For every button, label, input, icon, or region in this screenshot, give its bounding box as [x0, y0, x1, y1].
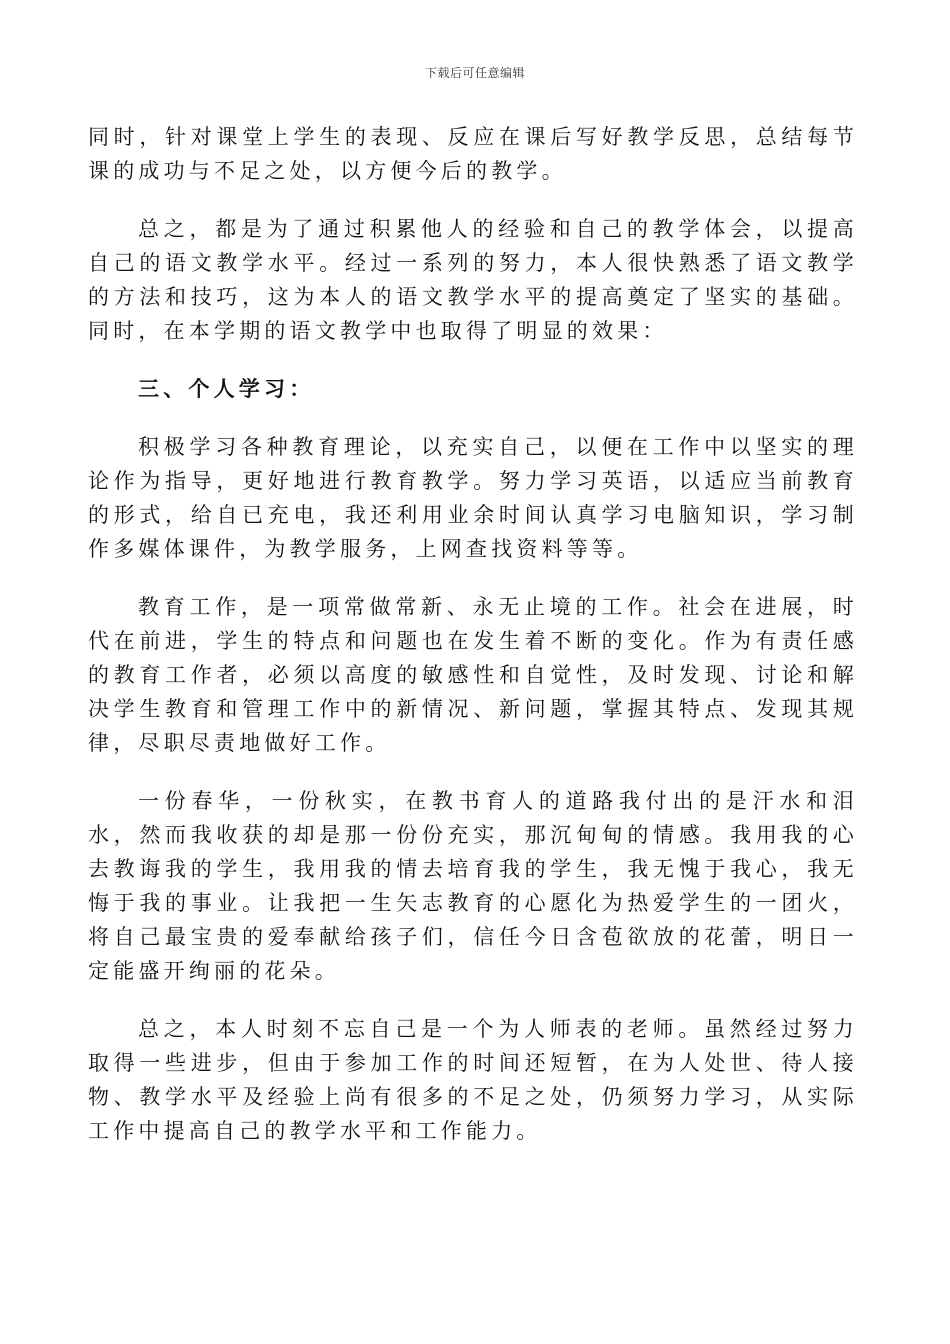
paragraph-study: 积极学习各种教育理论，以充实自己，以便在工作中以坚实的理论作为指导，更好地进行教育教学。努力学习英语，以适应当前教育的形式，给自已充电，我还利用业余时间认真学习电脑知识，学习制作多媒体课件，为教学服务，上网查找资料等等。 [88, 435, 858, 561]
section-heading-personal-study: 三、个人学习： [138, 376, 315, 401]
header-note: 下载后可任意编辑 [424, 66, 525, 80]
paragraph-summary-teaching: 总之，都是为了通过积累他人的经验和自己的教学体会，以提高自己的语文教学水平。经过一系列的努力，本人很快熟悉了语文教学的方法和技巧，这为本人的语文教学水平的提高奠定了坚实的基础。同时，在本学期的语文教学中也取得了明显的效果： [88, 217, 858, 343]
paragraph-spring-autumn: 一份春华，一份秋实，在教书育人的道路我付出的是汗水和泪水，然而我收获的却是那一份份充实，那沉甸甸的情感。我用我的心去教诲我的学生，我用我的情去培育我的学生，我无愧于我心，我无悔于我的事业。让我把一生矢志教育的心愿化为热爱学生的一团火，将自己最宝贵的爱奉献给孩子们，信任今日含苞欲放的花蕾，明日一定能盛开绚丽的花朵。 [88, 789, 858, 983]
paragraph-conclusion: 总之，本人时刻不忘自己是一个为人师表的老师。虽然经过努力取得一些进步，但由于参加工作的时间还短暂，在为人处世、待人接物、教学水平及经验上尚有很多的不足之处，仍须努力学习，从实际工作中提高自己的教学水平和工作能力。 [88, 1017, 858, 1143]
document-body [88, 120, 858, 1172]
paragraph-reflection: 同时，针对课堂上学生的表现、反应在课后写好教学反思，总结每节课的成功与不足之处，以方便今后的教学。 [88, 125, 858, 183]
paragraph-education-work: 教育工作，是一项常做常新、永无止境的工作。社会在进展，时代在前进，学生的特点和问题也在发生着不断的变化。作为有责任感的教育工作者，必须以高度的敏感性和自觉性，及时发现、讨论和解决学生教育和管理工作中的新情况、新问题，掌握其特点、发现其规律，尽职尽责地做好工作。 [88, 595, 858, 755]
